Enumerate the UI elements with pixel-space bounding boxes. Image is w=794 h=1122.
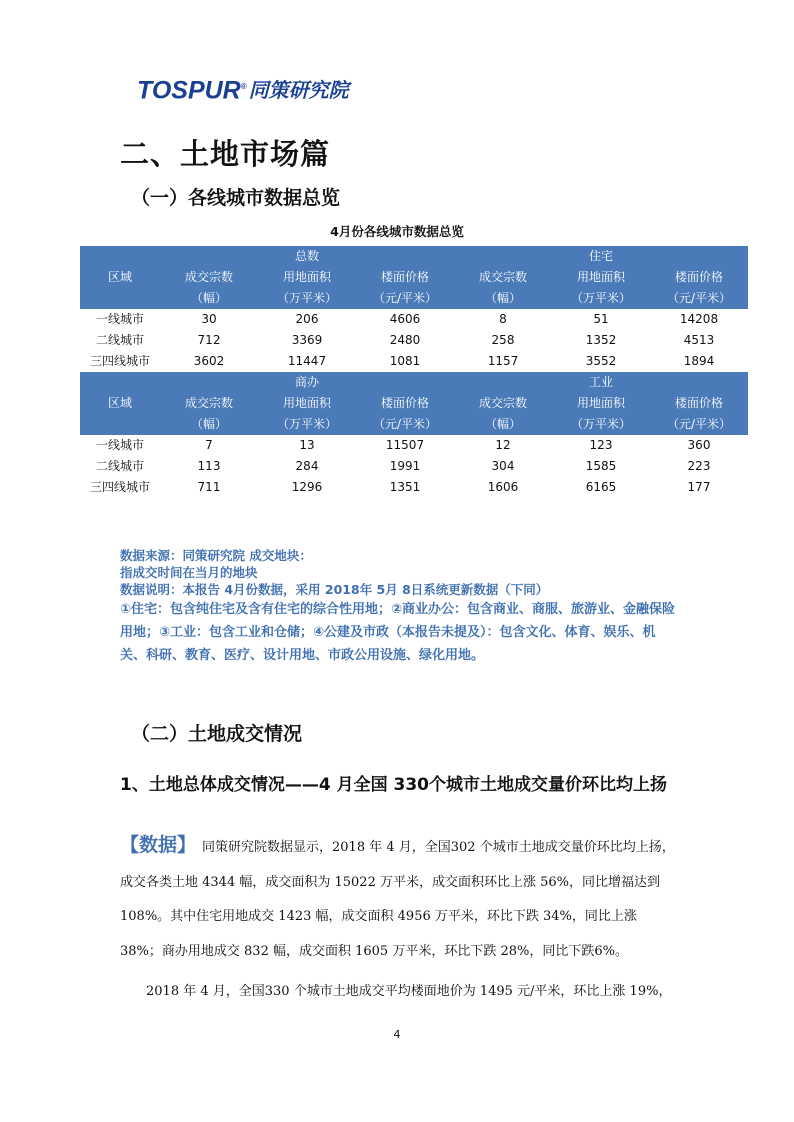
data-notes	[120, 547, 680, 667]
tospur-logo	[137, 76, 349, 104]
unit-label: （幅）	[454, 414, 552, 435]
col-header: 成交宗数	[160, 393, 258, 414]
table-group-header	[80, 372, 748, 393]
table-row: 二线城市 113 284 1991 304 1585 223	[80, 456, 748, 477]
table-unit-header	[80, 414, 748, 435]
logo-latin-text: TOSPUR®	[137, 76, 247, 104]
table-row: 二线城市 712 3369 2480 258 1352 4513	[80, 330, 748, 351]
region-header: 区域	[80, 393, 160, 414]
table-row: 三四线城市 711 1296 1351 1606 6165 177	[80, 477, 748, 498]
paragraph-data-text: 同策研究院数据显示，2018 年 4 月，全国302 个城市土地成交量价环比均上扬，成交各类土地 4344 幅，成交面积为 15022 万平米，成交面积环比上涨 56%，同比增福达到 108%。其中住宅用地成交 1423 幅，成交面积 4956 万平米，环比下跌 34%，同比上涨 38%；商办用地成交 832 幅，成交面积 1605 万平米，环比下跌 28%，同比下跌6%。	[120, 840, 675, 959]
group-label-residential: 住宅	[552, 246, 650, 267]
col-header: 楼面价格	[356, 393, 454, 414]
table-column-header	[80, 267, 748, 288]
note-source: 数据来源：同策研究院 成交地块：	[120, 548, 312, 563]
col-header: 楼面价格	[356, 267, 454, 288]
logo-cn-text: 同策研究院	[248, 78, 349, 102]
unit-label: （幅）	[160, 414, 258, 435]
table-row: 一线城市 7 13 11507 12 123 360	[80, 435, 748, 456]
unit-label: （万平米）	[258, 288, 356, 309]
data-tag: 【数据】	[120, 834, 197, 856]
subsection-heading-overview: （一）各线城市数据总览	[131, 187, 341, 209]
note-definition: 指成交时间在当月的地块	[120, 565, 258, 580]
table-title: 4月份各线城市数据总览	[330, 224, 464, 239]
col-header: 成交宗数	[454, 267, 552, 288]
unit-label: （万平米）	[258, 414, 356, 435]
unit-label: （万平米）	[552, 288, 650, 309]
table-row: 一线城市 30 206 4606 8 51 14208	[80, 309, 748, 330]
region-header: 区域	[80, 267, 160, 288]
unit-label: （幅）	[454, 288, 552, 309]
unit-label: （幅）	[160, 288, 258, 309]
page-number: 4	[393, 1028, 401, 1041]
unit-label: （万平米）	[552, 414, 650, 435]
col-header: 用地面积	[258, 393, 356, 414]
note-categories: ①住宅：包含纯住宅及含有住宅的综合性用地；②商业办公：包含商业、商服、旅游业、金融保险用地；③工业：包含工业和仓储；④公建及市政（本报告未提及）：包含文化、体育、娱乐、机关、科研、教育、医疗、设计用地、市政公用设施、绿化用地。	[120, 602, 676, 663]
table-group-header	[80, 246, 748, 267]
unit-label: （元/平米）	[650, 288, 748, 309]
note-explanation: 数据说明：本报告 4月份数据，采用 2018年 5月 8日系统更新数据（下同）	[120, 582, 549, 597]
topic-heading: 1、土地总体成交情况——4 月全国 330个城市土地成交量价环比均上扬	[120, 775, 667, 795]
col-header: 用地面积	[552, 393, 650, 414]
col-header: 用地面积	[258, 267, 356, 288]
paragraph-price: 2018 年 4 月，全国330 个城市土地成交平均楼面地价为 1495 元/平米，环比上涨 19%，	[146, 984, 672, 999]
section-heading: 二、土地市场篇	[120, 137, 331, 171]
unit-label: （元/平米）	[356, 288, 454, 309]
col-header: 楼面价格	[650, 393, 748, 414]
table-column-header	[80, 393, 748, 414]
col-header: 楼面价格	[650, 267, 748, 288]
subsection-heading-transactions: （二）土地成交情况	[131, 723, 303, 745]
table-row: 三四线城市 3602 11447 1081 1157 3552 1894	[80, 351, 748, 372]
unit-label: （元/平米）	[650, 414, 748, 435]
city-data-table	[80, 246, 748, 509]
group-label-industrial: 工业	[552, 372, 650, 393]
col-header: 成交宗数	[160, 267, 258, 288]
unit-label: （元/平米）	[356, 414, 454, 435]
col-header: 用地面积	[552, 267, 650, 288]
table-unit-header	[80, 288, 748, 309]
group-label-commercial: 商办	[258, 372, 356, 393]
col-header: 成交宗数	[454, 393, 552, 414]
paragraph-data	[120, 828, 680, 969]
group-label-total: 总数	[258, 246, 356, 267]
